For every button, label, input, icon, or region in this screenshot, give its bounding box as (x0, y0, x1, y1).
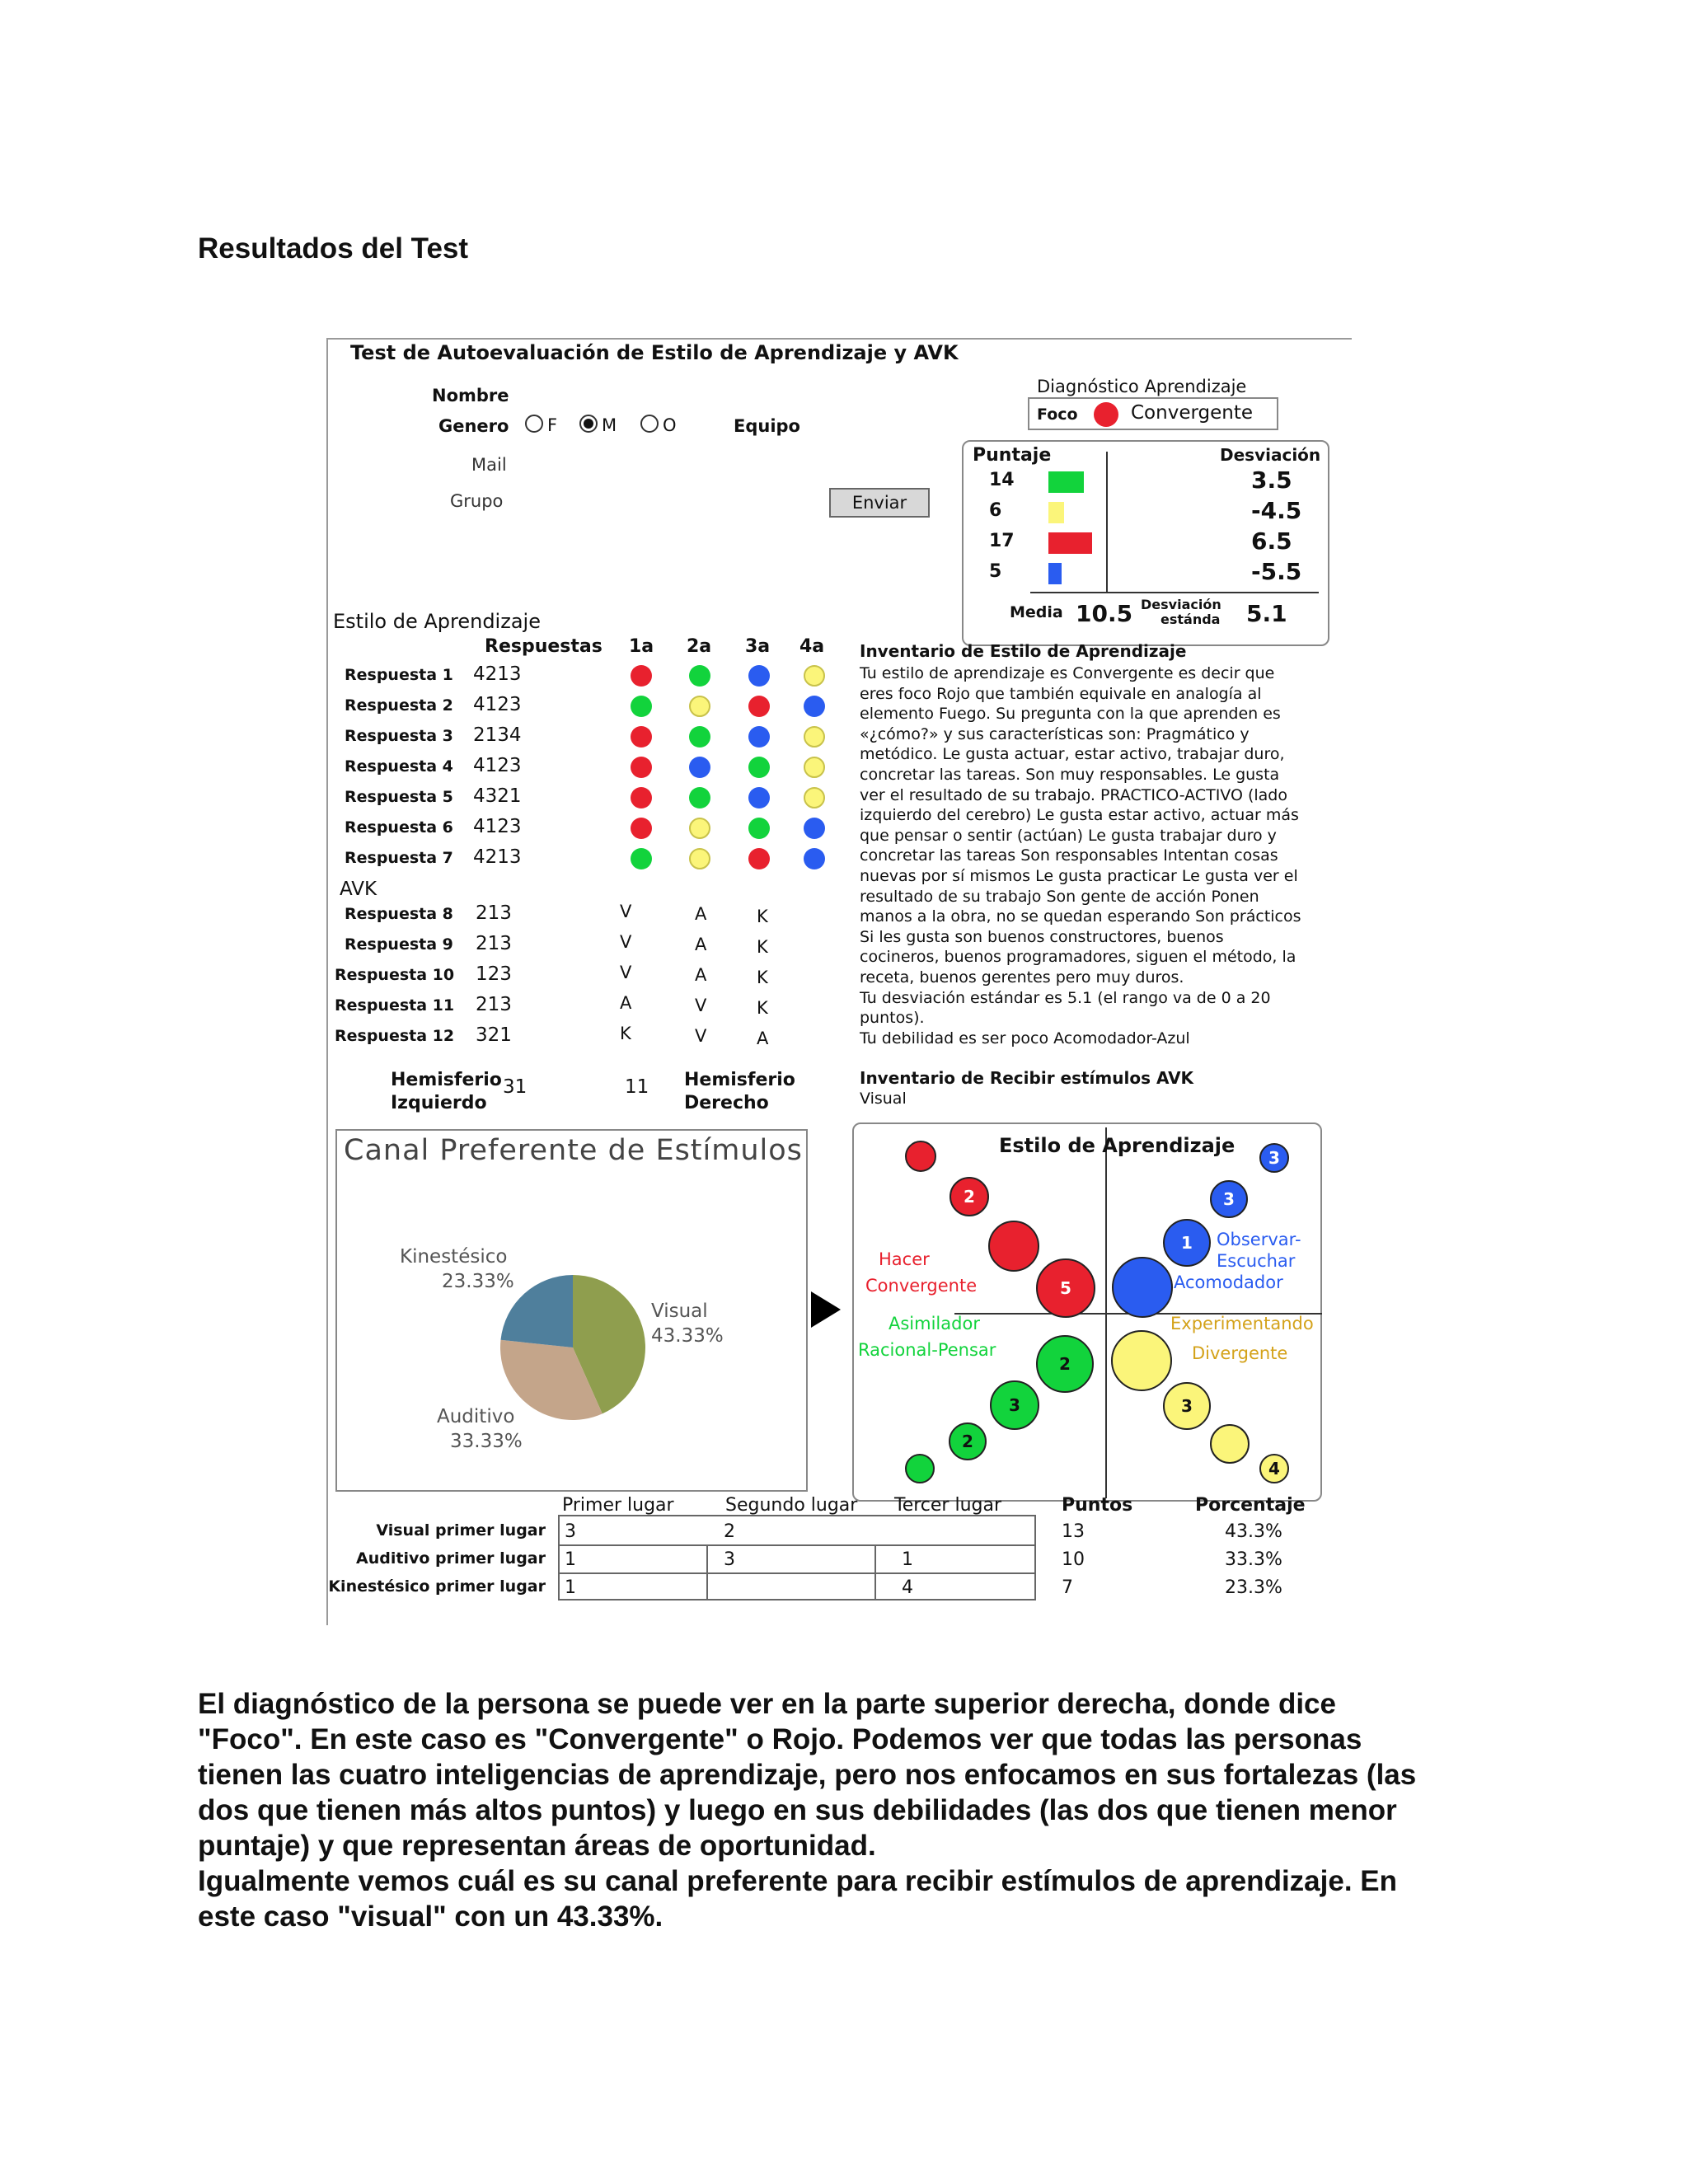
respuesta-label: Respuesta 8 (345, 905, 453, 923)
pie-label-auditivo: Auditivo (437, 1406, 515, 1427)
foco-color-dot (1094, 402, 1118, 427)
avk-letter: K (620, 1024, 631, 1043)
map-label-experimentando: Experimentando (1170, 1314, 1314, 1333)
puntaje-score: 5 (989, 561, 1002, 582)
map-circle-red (905, 1141, 936, 1172)
canal-chart-title: Canal Preferente de Estímulos (344, 1134, 803, 1167)
avk-letter: A (695, 935, 707, 954)
grupo-label: Grupo (450, 491, 504, 511)
map-label-acomodador: Acomodador (1174, 1272, 1283, 1292)
answer-dot-blue (748, 665, 770, 687)
answer-dot-blue (804, 696, 825, 717)
inventario-avk-value: Visual (860, 1090, 907, 1108)
map-circle-red: 2 (950, 1177, 989, 1216)
map-circle-green: 2 (1036, 1335, 1094, 1393)
resumen-cell-primer: 3 (565, 1521, 576, 1542)
hemisferio-der-label-1: Hemisferio (684, 1070, 795, 1090)
genero-radio-o[interactable] (640, 415, 659, 433)
answer-dot-yellow (689, 848, 710, 869)
map-label-escuchar: Escuchar (1217, 1251, 1296, 1271)
body-line: este caso "visual" con un 43.33%. (198, 1900, 663, 1933)
nombre-label: Nombre (432, 386, 509, 405)
map-circle-yellow (1111, 1330, 1172, 1391)
respuesta-label: Respuesta 3 (345, 727, 453, 745)
answer-dot-red (748, 696, 770, 717)
respuesta-value: 4123 (473, 816, 522, 837)
respuesta-value: 2134 (473, 724, 522, 746)
form-title: Test de Autoevaluación de Estilo de Aprendizaje y AVK (350, 341, 959, 364)
respuesta-label: Respuesta 2 (345, 696, 453, 715)
puntaje-deviation: 6.5 (1251, 527, 1292, 555)
inventario-line: concretar las tareas Son responsables Intentan cosas (860, 846, 1278, 865)
resumen-cell-tercer: 4 (902, 1577, 913, 1598)
answer-dot-yellow (804, 787, 825, 808)
body-line: dos que tienen más altos puntos) y luego en sus debilidades (las dos que tienen menor (198, 1794, 1397, 1826)
respuesta-label: Respuesta 1 (345, 666, 453, 684)
puntaje-bar (1048, 502, 1064, 523)
header-segundo-lugar: Segundo lugar (725, 1495, 858, 1516)
col-header-4a: 4a (799, 636, 825, 657)
answer-dot-red (631, 818, 652, 839)
genero-option-m: M (602, 415, 617, 435)
respuesta-label: Respuesta 7 (345, 849, 453, 867)
map-circle-yellow: 3 (1163, 1382, 1211, 1430)
respuesta-label: Respuesta 10 (335, 966, 455, 984)
respuesta-value: 321 (476, 1024, 512, 1046)
resumen-row-label: Auditivo primer lugar (356, 1549, 546, 1568)
puntaje-label: Puntaje (973, 445, 1052, 466)
puntaje-score: 14 (989, 470, 1015, 490)
foco-label: Foco (1037, 405, 1078, 424)
answer-dot-blue (748, 726, 770, 748)
respuestas-header: Respuestas (485, 636, 603, 657)
answer-dot-red (631, 787, 652, 808)
genero-radio-m[interactable] (579, 415, 598, 433)
avk-letter: V (695, 1026, 707, 1046)
genero-option-o: O (663, 415, 677, 435)
answer-dot-green (689, 665, 710, 687)
avk-letter: A (757, 1029, 769, 1048)
map-circle-green: 3 (990, 1380, 1039, 1430)
body-paragraph (198, 1686, 1416, 1934)
inventario-line: concretar las tareas. Son muy responsables. Le gusta (860, 766, 1280, 784)
map-label-hacer: Hacer (879, 1249, 930, 1269)
inventario-line: puntos). (860, 1009, 925, 1028)
answer-dot-blue (748, 787, 770, 808)
inventario-line: eres foco Rojo que también equivale en analogía al (860, 684, 1262, 703)
inventario-line: Tu desviación estándar es 5.1 (el rango va de 0 a 20 (860, 988, 1271, 1007)
answer-dot-green (689, 787, 710, 808)
header-porcentaje: Porcentaje (1195, 1495, 1306, 1516)
body-line: El diagnóstico de la persona se puede ver en la parte superior derecha, donde dice (198, 1688, 1336, 1720)
arrow-right-icon (811, 1291, 841, 1328)
map-circle-yellow (1210, 1424, 1250, 1464)
avk-letter: A (620, 993, 632, 1013)
respuesta-label: Respuesta 6 (345, 818, 453, 837)
answer-dot-yellow (804, 726, 825, 748)
inventario-line: «¿cómo?» y sus características son: Pragmático y (860, 724, 1250, 743)
resumen-row-label: Kinestésico primer lugar (328, 1577, 546, 1596)
inventario-line: metódico. Le gusta actuar, estar activo, trabajar duro, (860, 745, 1285, 764)
pie-pct-auditivo: 33.33% (450, 1431, 523, 1452)
puntaje-bar (1048, 471, 1084, 493)
resumen-grid-row2 (558, 1572, 1036, 1574)
answer-dot-yellow (689, 696, 710, 717)
resumen-cell-porcentaje: 23.3% (1225, 1577, 1282, 1598)
resumen-cell-primer: 1 (565, 1577, 576, 1598)
hemisferio-izq-label-1: Hemisferio (391, 1070, 502, 1090)
map-label-convergente: Convergente (865, 1276, 978, 1296)
respuesta-value: 4123 (473, 694, 522, 715)
resumen-cell-porcentaje: 33.3% (1225, 1549, 1282, 1570)
map-circle-blue (1112, 1257, 1173, 1318)
avk-letter: V (695, 996, 707, 1015)
body-line: tienen las cuatro inteligencias de aprendizaje, pero nos enfocamos en sus fortalezas (las (198, 1759, 1417, 1791)
inventario-line: Tu debilidad es ser poco Acomodador-Azul (860, 1029, 1190, 1047)
map-circle-blue: 3 (1259, 1143, 1289, 1173)
genero-radio-f[interactable] (525, 415, 543, 433)
equipo-label: Equipo (734, 416, 800, 436)
resumen-cell-porcentaje: 43.3% (1225, 1521, 1282, 1542)
respuesta-value: 4213 (473, 663, 522, 685)
answer-dot-yellow (804, 665, 825, 687)
respuesta-label: Respuesta 11 (335, 996, 455, 1015)
map-circle-yellow: 4 (1259, 1454, 1289, 1483)
respuesta-value: 4123 (473, 755, 522, 776)
answer-dot-red (631, 665, 652, 687)
answer-dot-green (748, 757, 770, 778)
media-label: Media (1010, 603, 1063, 621)
resumen-cell-segundo: 2 (724, 1521, 735, 1542)
puntaje-score: 17 (989, 531, 1015, 551)
desviacion-std-label-1: Desviación (1141, 597, 1221, 612)
map-circle-red (988, 1221, 1039, 1272)
map-label-observar: Observar- (1217, 1230, 1301, 1249)
hemisferio-izq-value: 31 (503, 1076, 528, 1098)
map-label-divergente: Divergente (1192, 1343, 1288, 1363)
avk-letter: K (757, 968, 768, 987)
hemisferio-der-label-2: Derecho (684, 1093, 769, 1113)
answer-dot-blue (804, 818, 825, 839)
header-puntos: Puntos (1062, 1495, 1133, 1516)
answer-dot-yellow (804, 757, 825, 778)
resumen-grid-row1 (558, 1544, 1036, 1546)
body-line: puntaje) y que representan áreas de oportunidad. (198, 1830, 876, 1862)
header-tercer-lugar: Tercer lugar (894, 1495, 1002, 1516)
avk-letter: A (695, 904, 707, 924)
map-label-asimilador: Asimilador (889, 1314, 980, 1333)
avk-letter: K (757, 937, 768, 957)
body-line: Igualmente vemos cuál es su canal preferente para recibir estímulos de aprendizaje. En (198, 1865, 1397, 1897)
puntaje-score: 6 (989, 500, 1002, 521)
canal-pie-chart (495, 1269, 651, 1426)
inventario-line: manos a la obra, no se quedan esperando Son prácticos (860, 907, 1301, 926)
puntaje-bar (1048, 563, 1062, 584)
mail-label: Mail (471, 455, 507, 475)
inventario-avk-title: Inventario de Recibir estímulos AVK (860, 1068, 1194, 1088)
diagnostico-title: Diagnóstico Aprendizaje (1037, 377, 1247, 396)
respuesta-label: Respuesta 12 (335, 1027, 455, 1045)
respuesta-label: Respuesta 4 (345, 757, 453, 776)
respuesta-value: 123 (476, 963, 512, 985)
answer-dot-blue (804, 848, 825, 869)
answer-dot-red (748, 848, 770, 869)
puntaje-bar (1048, 532, 1092, 554)
col-header-2a: 2a (687, 636, 712, 657)
desviacion-std-value: 5.1 (1246, 600, 1287, 627)
map-circle-red: 5 (1036, 1258, 1095, 1318)
inventario-line: cocineros, buenos programadores, siguen el método, la (860, 948, 1296, 967)
respuesta-value: 213 (476, 933, 512, 954)
desviacion-std-label-2: estánda (1160, 612, 1221, 627)
enviar-button[interactable]: Enviar (829, 488, 930, 518)
inventario-line: que pensar o sentir (actúan) Le gusta trabajar duro y (860, 826, 1277, 845)
resumen-cell-puntos: 13 (1062, 1521, 1085, 1542)
puntaje-axis (1106, 452, 1108, 593)
col-header-1a: 1a (629, 636, 654, 657)
genero-label: Genero (438, 416, 509, 436)
pie-pct-visual: 43.33% (651, 1325, 724, 1347)
resumen-cell-tercer: 1 (902, 1549, 913, 1570)
resumen-cell-segundo: 3 (724, 1549, 735, 1570)
respuesta-label: Respuesta 9 (345, 935, 453, 954)
avk-letter: V (620, 963, 632, 982)
resumen-row-label: Visual primer lugar (376, 1521, 546, 1540)
document-title: Resultados del Test (198, 232, 469, 265)
answer-dot-green (748, 818, 770, 839)
respuesta-value: 213 (476, 994, 512, 1015)
inventario-line: resultado de su trabajo Son gente de acción Ponen (860, 887, 1259, 906)
hemisferio-izq-label-2: Izquierdo (391, 1093, 487, 1113)
inventario-line: elemento Fuego. Su pregunta con la que aprenden es (860, 705, 1281, 724)
respuesta-value: 213 (476, 902, 512, 924)
avk-letter: K (757, 998, 768, 1018)
respuesta-value: 4213 (473, 846, 522, 868)
inventario-line: receta, buenos gerentes pero muy duros. (860, 968, 1184, 987)
map-circle-green: 2 (949, 1422, 987, 1460)
puntaje-deviation: -5.5 (1251, 558, 1302, 585)
map-circle-blue: 3 (1210, 1180, 1248, 1218)
answer-dot-blue (689, 757, 710, 778)
puntaje-baseline (1030, 592, 1319, 593)
inventario-line: ver el resultado de su trabajo. PRACTICO-ACTIVO (lado (860, 785, 1287, 804)
foco-value: Convergente (1131, 402, 1254, 424)
avk-letter: K (757, 907, 768, 926)
map-title: Estilo de Aprendizaje (999, 1134, 1236, 1157)
media-value: 10.5 (1076, 600, 1133, 627)
genero-option-f: F (547, 415, 558, 435)
pie-pct-kinestesico: 23.33% (442, 1271, 514, 1292)
map-circle-blue: 1 (1163, 1219, 1211, 1267)
inventario-line: Tu estilo de aprendizaje es Convergente es decir que (860, 664, 1275, 682)
avk-section-label: AVK (340, 879, 377, 900)
answer-dot-yellow (689, 818, 710, 839)
hemisferio-der-value: 11 (625, 1076, 649, 1098)
avk-letter: V (620, 932, 632, 952)
inventario-title: Inventario de Estilo de Aprendizaje (860, 641, 1187, 661)
estilo-section-label: Estilo de Aprendizaje (333, 610, 541, 633)
resumen-cell-primer: 1 (565, 1549, 576, 1570)
avk-letter: V (620, 902, 632, 921)
resumen-cell-puntos: 10 (1062, 1549, 1085, 1570)
inventario-line: izquierdo del cerebro) Le gusta estar activo, actuar más (860, 806, 1299, 825)
pie-label-kinestesico: Kinestésico (400, 1246, 508, 1268)
map-label-racional: Racional-Pensar (858, 1340, 996, 1360)
col-header-3a: 3a (745, 636, 771, 657)
answer-dot-green (631, 848, 652, 869)
header-primer-lugar: Primer lugar (562, 1495, 674, 1516)
answer-dot-red (631, 757, 652, 778)
pie-label-visual: Visual (651, 1301, 708, 1322)
answer-dot-red (631, 726, 652, 748)
answer-dot-green (631, 696, 652, 717)
desviacion-label: Desviación (1220, 445, 1321, 465)
inventario-line: Si les gusta son buenos constructores, buenos (860, 927, 1224, 946)
estilo-map-box (852, 1122, 1322, 1502)
respuesta-label: Respuesta 5 (345, 788, 453, 806)
resumen-grid (558, 1515, 1036, 1601)
map-circle-green (905, 1454, 935, 1483)
puntaje-deviation: -4.5 (1251, 497, 1302, 524)
avk-letter: A (695, 965, 707, 985)
inventario-line: nuevas por sí mismos Le gusta practicar Le gusta ver el (860, 867, 1298, 885)
respuesta-value: 4321 (473, 785, 522, 807)
resumen-cell-puntos: 7 (1062, 1577, 1073, 1598)
puntaje-deviation: 3.5 (1251, 466, 1292, 494)
answer-dot-green (689, 726, 710, 748)
body-line: "Foco". En este caso es "Convergente" o Rojo. Podemos ver que todas las personas (198, 1723, 1362, 1755)
